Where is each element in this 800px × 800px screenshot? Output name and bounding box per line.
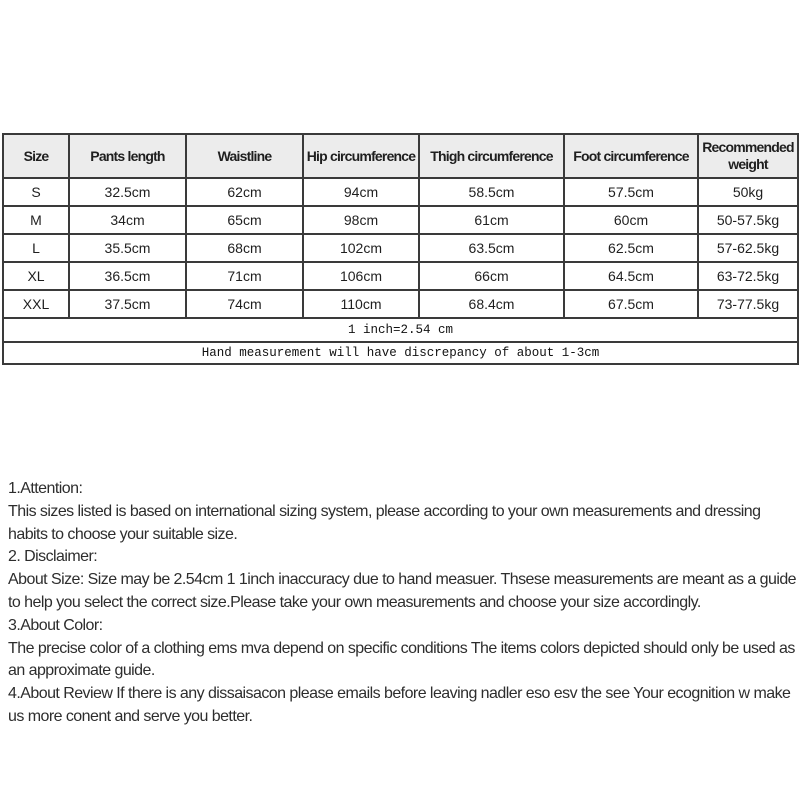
column-header-foot-circumference: Foot circumference bbox=[564, 134, 698, 178]
table-cell: XL bbox=[3, 262, 69, 290]
table-row bbox=[3, 262, 798, 290]
table-cell: 94cm bbox=[303, 178, 419, 206]
table-row bbox=[3, 206, 798, 234]
table-cell: 58.5cm bbox=[419, 178, 564, 206]
note-paragraph: About Size: Size may be 2.54cm 1 1inch inaccuracy due to hand measuer. Thsese measurements are meant as a guide to help you select the correct size.Please take your own measurements and choose your size accordingly. bbox=[8, 571, 797, 611]
note-paragraph: 3.About Color: bbox=[8, 616, 103, 634]
footnote-text: Hand measurement will have discrepancy of about 1-3cm bbox=[3, 342, 798, 364]
size-chart-table bbox=[2, 133, 799, 365]
table-cell: 73-77.5kg bbox=[698, 290, 798, 318]
notes-section bbox=[8, 478, 800, 729]
table-cell: L bbox=[3, 234, 69, 262]
table-cell: 50-57.5kg bbox=[698, 206, 798, 234]
column-header-hip-circumference: Hip circumference bbox=[303, 134, 419, 178]
table-cell: XXL bbox=[3, 290, 69, 318]
table-cell: M bbox=[3, 206, 69, 234]
table-cell: 37.5cm bbox=[69, 290, 186, 318]
note-paragraph: 2. Disclaimer: bbox=[8, 548, 98, 566]
table-cell: 62.5cm bbox=[564, 234, 698, 262]
size-chart-body bbox=[3, 178, 798, 364]
note-paragraph: 4.About Review If there is any dissaisacon please emails before leaving nadler eso esv the see Your ecognition w make us more conent and serve you better. bbox=[8, 685, 791, 725]
column-header-size: Size bbox=[3, 134, 69, 178]
table-cell: 57.5cm bbox=[564, 178, 698, 206]
table-cell: 66cm bbox=[419, 262, 564, 290]
table-cell: 50kg bbox=[698, 178, 798, 206]
table-cell: 106cm bbox=[303, 262, 419, 290]
table-cell: 32.5cm bbox=[69, 178, 186, 206]
table-cell: 35.5cm bbox=[69, 234, 186, 262]
footnote-row bbox=[3, 342, 798, 364]
table-row bbox=[3, 290, 798, 318]
table-row bbox=[3, 234, 798, 262]
table-cell: 102cm bbox=[303, 234, 419, 262]
table-cell: 61cm bbox=[419, 206, 564, 234]
table-cell: 62cm bbox=[186, 178, 303, 206]
note-paragraph: The precise color of a clothing ems mva depend on specific conditions The items colors depicted should only be used as an approximate guide. bbox=[8, 639, 795, 680]
table-cell: 60cm bbox=[564, 206, 698, 234]
table-cell: 67.5cm bbox=[564, 290, 698, 318]
table-cell: 98cm bbox=[303, 206, 419, 234]
table-cell: 74cm bbox=[186, 290, 303, 318]
table-cell: 34cm bbox=[69, 206, 186, 234]
column-header-pants-length: Pants length bbox=[69, 134, 186, 178]
table-cell: 110cm bbox=[303, 290, 419, 318]
table-cell: S bbox=[3, 178, 69, 206]
column-header-waistline: Waistline bbox=[186, 134, 303, 178]
table-cell: 57-62.5kg bbox=[698, 234, 798, 262]
table-cell: 63.5cm bbox=[419, 234, 564, 262]
column-header-thigh-circumference: Thigh circumference bbox=[419, 134, 564, 178]
note-paragraph: This sizes listed is based on international sizing system, please according to your own measurements and dressing habits to choose your suitable size. bbox=[8, 502, 761, 543]
footnote-row bbox=[3, 318, 798, 342]
table-row bbox=[3, 178, 798, 206]
table-cell: 36.5cm bbox=[69, 262, 186, 290]
table-cell: 68cm bbox=[186, 234, 303, 262]
footnote-text: 1 inch=2.54 cm bbox=[3, 318, 798, 342]
table-cell: 65cm bbox=[186, 206, 303, 234]
column-header-recommended-weight: Recommended weight bbox=[698, 134, 798, 178]
table-cell: 71cm bbox=[186, 262, 303, 290]
note-paragraph: 1.Attention: bbox=[8, 480, 83, 497]
table-cell: 64.5cm bbox=[564, 262, 698, 290]
table-cell: 68.4cm bbox=[419, 290, 564, 318]
size-chart-header-row bbox=[3, 134, 798, 178]
table-cell: 63-72.5kg bbox=[698, 262, 798, 290]
